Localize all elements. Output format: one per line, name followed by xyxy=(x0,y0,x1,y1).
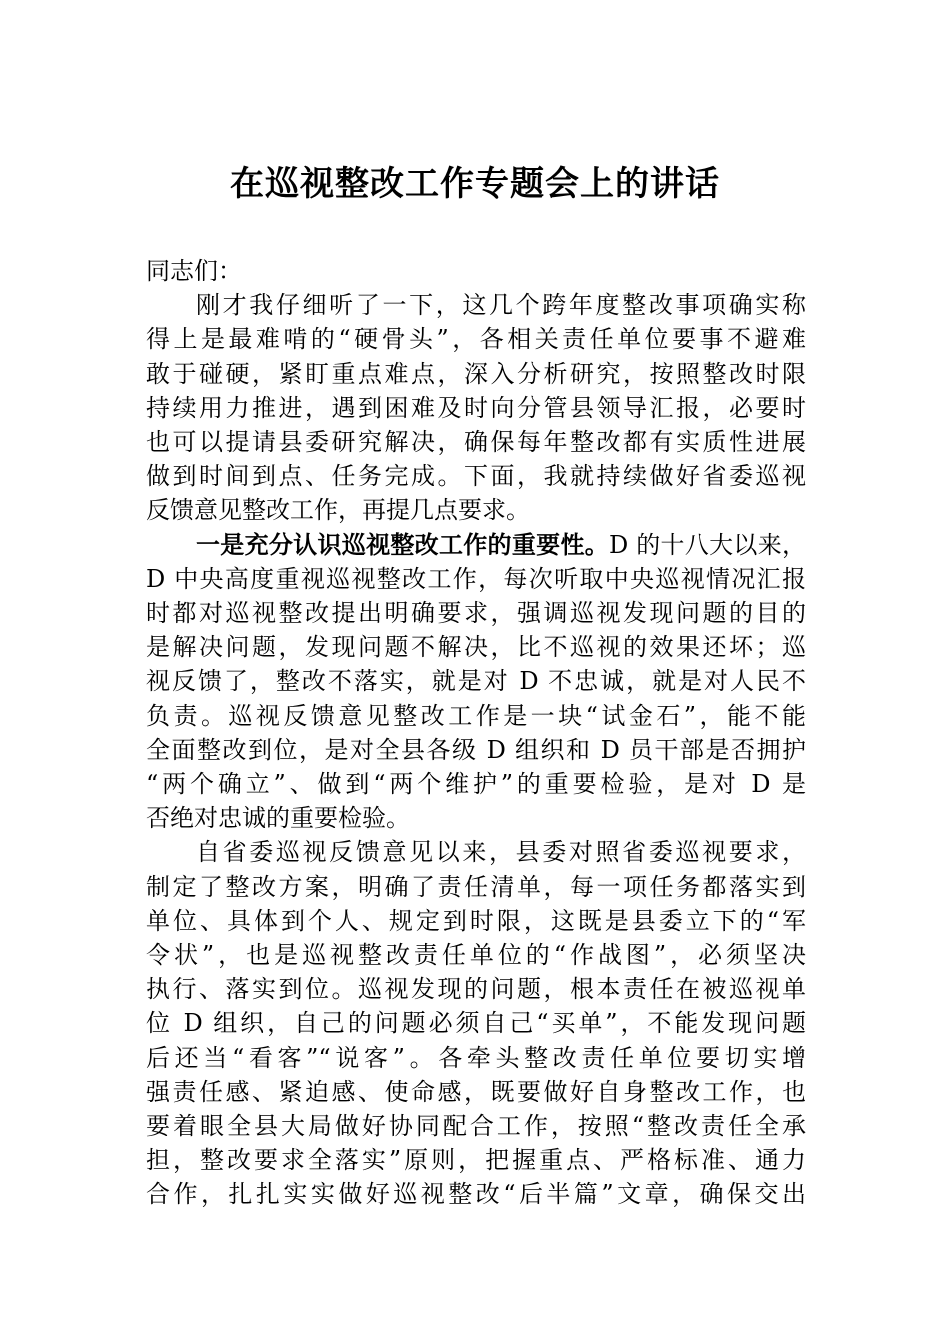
text-line: 刚才我仔细听了一下，这几个跨年度整改事项确实称 xyxy=(196,291,806,320)
text-line: 也可以提请县委研究解决，确保每年整改都有实质性进展 xyxy=(146,428,806,457)
text-line: 全面整改到位，是对全县各级 D 组织和 D 员干部是否拥护 xyxy=(146,735,806,764)
text-line: 视反馈了，整改不落实，就是对 D 不忠诚，就是对人民不 xyxy=(146,667,806,696)
text-line: 否绝对忠诚的重要检验。 xyxy=(146,804,410,833)
text-line: 敢于碰硬，紧盯重点难点，深入分析研究，按照整改时限 xyxy=(146,359,806,388)
paragraph-2 xyxy=(146,528,806,836)
text-line: 负责。巡视反馈意见整改工作是一块“试金石”，能不能 xyxy=(146,701,806,730)
text-line: 后还当“看客”“说客”。各牵头整改责任单位要切实增 xyxy=(146,1043,806,1072)
text-line: D 中央高度重视巡视整改工作，每次听取中央巡视情况汇报 xyxy=(146,564,806,593)
paragraph-1 xyxy=(146,288,806,527)
text-line: 自省委巡视反馈意见以来，县委对照省委巡视要求， xyxy=(196,838,806,867)
text-line: 执行、落实到位。巡视发现的问题，根本责任在被巡视单 xyxy=(146,975,806,1004)
text-line: 强责任感、紧迫感、使命感，既要做好自身整改工作，也 xyxy=(146,1077,806,1106)
paragraph-heading: 一是充分认识巡视整改工作的重要性。 xyxy=(196,529,610,559)
greeting: 同志们： xyxy=(146,257,242,285)
text-run: D 的十八大以来， xyxy=(609,530,806,559)
text-line: 单位、具体到个人、规定到时限，这既是县委立下的“军 xyxy=(146,906,806,935)
text-line xyxy=(146,528,806,562)
text-line: 持续用力推进，遇到困难及时向分管县领导汇报，必要时 xyxy=(146,393,806,422)
text-line: 得上是最难啃的“硬骨头”，各相关责任单位要事不避难 xyxy=(146,325,806,354)
text-line: 时都对巡视整改提出明确要求，强调巡视发现问题的目的 xyxy=(146,599,806,628)
text-line: “两个确立”、做到“两个维护”的重要检验，是对 D 是 xyxy=(146,770,806,799)
text-line: 担，整改要求全落实”原则，把握重点、严格标准、通力 xyxy=(146,1146,806,1175)
text-line: 做到时间到点、任务完成。下面，我就持续做好省委巡视 xyxy=(146,462,806,491)
text-line: 位 D 组织，自己的问题必须自己“买单”，不能发现问题 xyxy=(146,1009,806,1038)
text-line: 制定了整改方案，明确了责任清单，每一项任务都落实到 xyxy=(146,872,806,901)
text-line: 令状”，也是巡视整改责任单位的“作战图”，必须坚决 xyxy=(146,941,806,970)
text-line: 是解决问题，发现问题不解决，比不巡视的效果还坏；巡 xyxy=(146,633,806,662)
text-line: 反馈意见整改工作，再提几点要求。 xyxy=(146,496,530,525)
text-line: 合作，扎扎实实做好巡视整改“后半篇”文章，确保交出 xyxy=(146,1180,806,1209)
paragraph-3 xyxy=(146,835,806,1211)
speech-body xyxy=(146,254,806,1212)
text-line: 要着眼全县大局做好协同配合工作，按照“整改责任全承 xyxy=(146,1112,806,1141)
page-title: 在巡视整改工作专题会上的讲话 xyxy=(230,164,720,204)
